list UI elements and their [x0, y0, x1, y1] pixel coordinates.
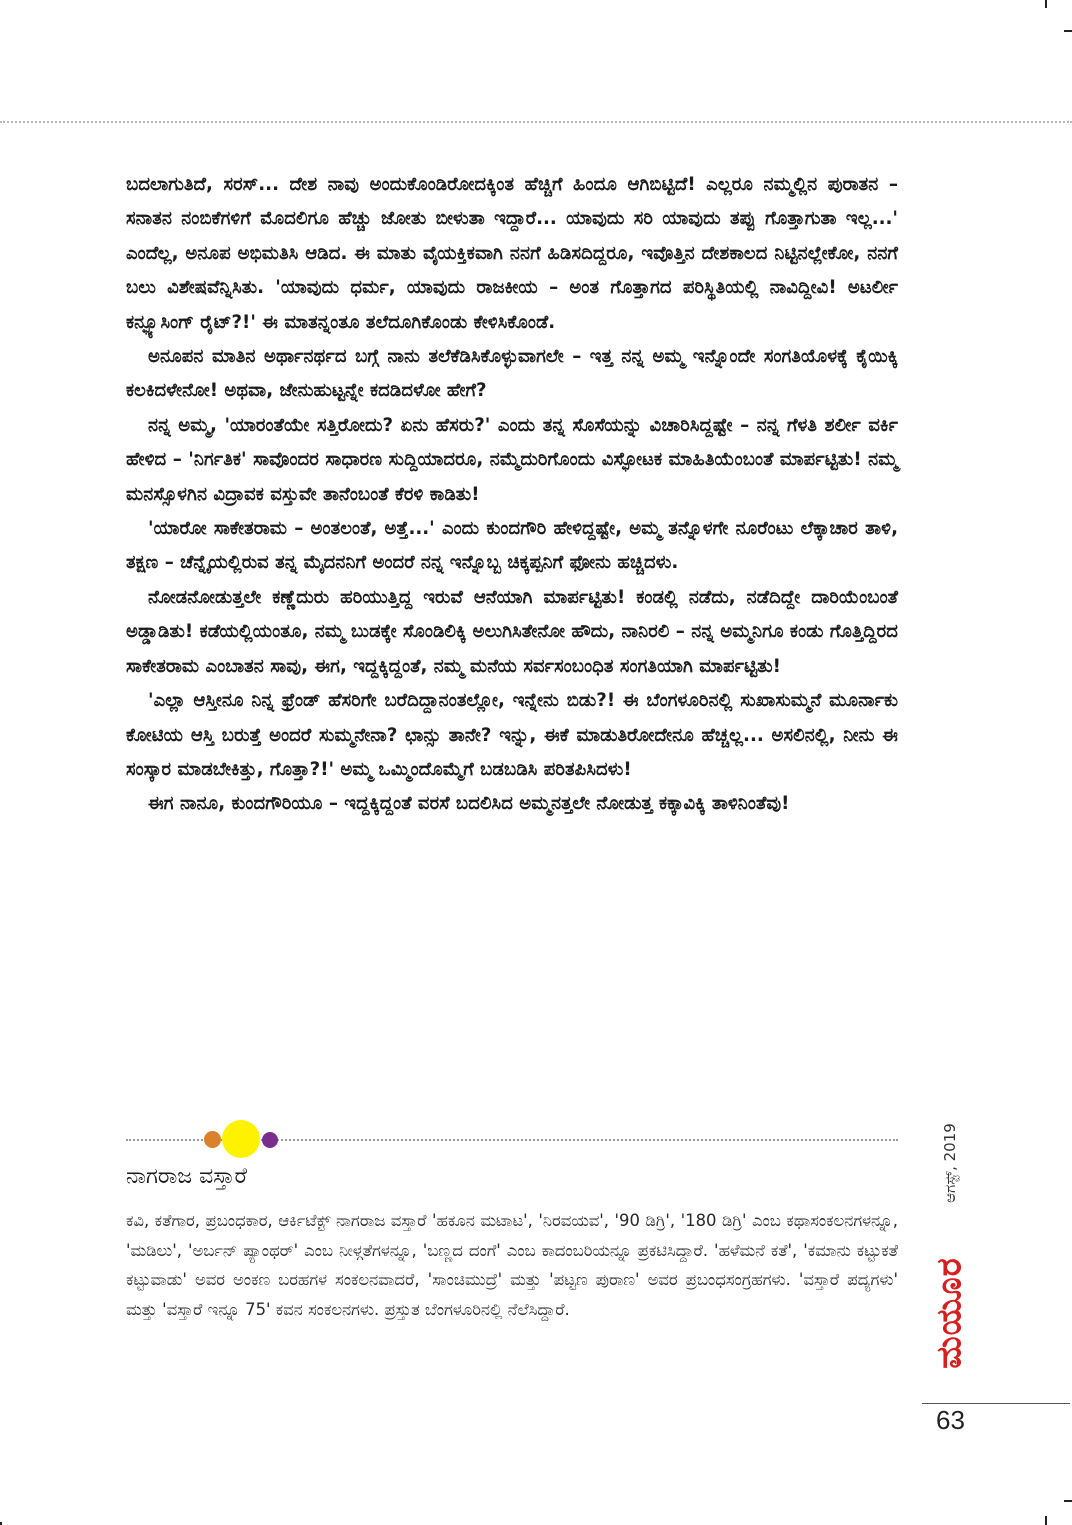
story-paragraph: ನೋಡನೋಡುತ್ತಲೇ ಕಣ್ಣೆದುರು ಹರಿಯುತ್ತಿದ್ದ ಇರುವೆ ಆನೆಯಾಗಿ ಮಾರ್ಪಟ್ಟಿತು! ಕಂಡಲ್ಲಿ ನಡೆದು, ನಡೆದಿದ್ದೇ ದಾರಿಯೆಂಬಂತೆ ಅಡ್ಡಾಡಿತು! ಕಡೆಯಲ್ಲಿಯಂತೂ, ನಮ್ಮ ಬುಡಕ್ಕೇ ಸೊಂಡಿಲಿಕ್ಕಿ ಅಲುಗಿಸಿತೇನೋ ಹೌದು, ನಾನಿರಲಿ – ನನ್ನ ಅಮ್ಮನಿಗೂ ಕಂಡು ಗೊತ್ತಿದ್ದಿರದ ಸಾಕೇತರಾಮ ಎಂಬಾತನ ಸಾವು, ಈಗ, ಇದ್ದಕ್ಕಿದ್ದಂತೆ, ನಮ್ಮ ಮನೆಯ ಸರ್ವಸಂಬಂಧಿತ ಸಂಗತಿಯಾಗಿ ಮಾರ್ಪಟ್ಟಿತು! — [126, 586, 898, 677]
story-text — [126, 168, 898, 822]
page-number-rule — [922, 1403, 1070, 1404]
page-number: 63 — [936, 1405, 965, 1435]
crop-mark-top — [1045, 0, 1047, 8]
top-dotted-rule — [0, 121, 1072, 123]
sidebar-masthead — [930, 1108, 970, 1398]
yellow-dot-ornament — [222, 1120, 260, 1158]
issue-date-text: ಆಗಸ್ಟ್, 2019 — [941, 1123, 960, 1203]
story-paragraph: ಬದಲಾಗುತಿದೆ, ಸರಸ್... ದೇಶ ನಾವು ಅಂದುಕೊಂಡಿರೋದಕ್ಕಿಂತ ಹೆಚ್ಚಿಗೆ ಹಿಂದೂ ಆಗಿಬಿಟ್ಟಿದೆ! ಎಲ್ಲರೂ ನಮ್ಮಲ್ಲಿನ ಪುರಾತನ – ಸನಾತನ ನಂಬಿಕೆಗಳಿಗೆ ಮೊದಲಿಗೂ ಹೆಚ್ಚು ಜೋತು ಬೀಳುತಾ ಇದ್ದಾರೆ... ಯಾವುದು ಸರಿ ಯಾವುದು ತಪ್ಪು ಗೊತ್ತಾಗುತಾ ಇಲ್ಲ...' ಎಂದೆಲ್ಲ, ಅನೂಪ ಅಭಿಮತಿಸಿ ಆಡಿದ. ಈ ಮಾತು ವೈಯಕ್ತಿಕವಾಗಿ ನನಗೆ ಹಿಡಿಸದಿದ್ದರೂ, ಇವೊತ್ತಿನ ದೇಶಕಾಲದ ನಿಟ್ಟಿನಲ್ಲೇಕೋ, ನನಗೆ ಬಲು ವಿಶೇಷವೆನ್ನಿಸಿತು. 'ಯಾವುದು ಧರ್ಮ, ಯಾವುದು ರಾಜಕೀಯ – ಅಂತ ಗೊತ್ತಾಗದ ಪರಿಸ್ಥಿತಿಯಲ್ಲಿ ನಾವಿದ್ದೀವಿ! ಅಟರ್ಲೀ ಕನ್ಫ್ಯೂಸಿಂಗ್ ರೈಟ್?!' ಈ ಮಾತನ್ನಂತೂ ತಲೆದೂಗಿಕೊಂಡು ಕೇಳಿಸಿಕೊಂಡೆ. — [126, 174, 898, 333]
orange-dot-ornament — [204, 1131, 221, 1148]
magazine-logo-text: ಮಯೂರ — [930, 1257, 970, 1369]
story-paragraph: ಅನೂಪನ ಮಾತಿನ ಅರ್ಥಾನರ್ಥದ ಬಗ್ಗೆ ನಾನು ತಲೆಕೆಡಿಸಿಕೊಳ್ಳುವಾಗಲೇ – ಇತ್ತ ನನ್ನ ಅಮ್ಮ ಇನ್ನೊಂದೇ ಸಂಗತಿಯೊಳಕ್ಕೆ ಕೈಯಿಕ್ಕಿ ಕಲಕಿದಳೇನೋ! ಅಥವಾ, ಜೇನುಹುಟ್ಟನ್ನೇ ಕದಡಿದಳೋ ಹೇಗೆ? — [126, 346, 898, 402]
magazine-logo — [930, 1233, 970, 1393]
story-paragraph: ಈಗ ನಾನೂ, ಕುಂದಗೌರಿಯೂ – ಇದ್ದಕ್ಕಿದ್ದಂತೆ ವರಸೆ ಬದಲಿಸಿದ ಅಮ್ಮನತ್ತಲೇ ನೋಡುತ್ತ ಕಕ್ಕಾವಿಕ್ಕಿ ತಾಳಿನಿಂತೆವು! — [148, 793, 790, 815]
crop-mark-right-bottom — [1064, 1500, 1072, 1502]
story-paragraph: 'ಎಲ್ಲಾ ಆಸ್ತೀನೂ ನಿನ್ನ ಫ್ರೆಂಡ್ ಹೆಸರಿಗೇ ಬರೆದಿದ್ದಾನಂತಲ್ಲೋ, ಇನ್ನೇನು ಬಿಡು?! ಈ ಬೆಂಗಳೂರಿನಲ್ಲಿ ಸುಖಾಸುಮ್ಮನೆ ಮೂರ್ನಾಕು ಕೋಟಿಯ ಆಸ್ತಿ ಬರುತ್ತೆ ಅಂದರೆ ಸುಮ್ಮನೇನಾ? ಛಾನ್ಸು ತಾನೇ? ಇನ್ನು, ಈಕೆ ಮಾಡುತಿರೋದೇನೂ ಹೆಚ್ಚಲ್ಲ... ಅಸಲಿನಲ್ಲಿ, ನೀನು ಈ ಸಂಸ್ಕಾರ ಮಾಡಬೇಕಿತ್ತು, ಗೊತ್ತಾ?!' ಅಮ್ಮ ಒಮ್ಮಿಂದೊಮ್ಮೆಗೆ ಬಡಬಡಿಸಿ ಪರಿತಪಿಸಿದಳು! — [126, 690, 898, 780]
author-name: ನಾಗರಾಜ ವಸ್ತಾರೆ — [126, 1164, 248, 1189]
issue-date — [930, 1108, 970, 1218]
author-bio: ಕವಿ, ಕತೆಗಾರ, ಪ್ರಬಂಧಕಾರ, ಆರ್ಕಿಟೆಕ್ಟ್ ನಾಗರಾಜ ವಸ್ತಾರೆ 'ಹಕೂನ ಮಟಾಟ', 'ನಿರವಯವ', '90 ಡಿಗ್ರಿ', '180 ಡಿಗ್ರಿ' ಎಂಬ ಕಥಾಸಂಕಲನಗಳನ್ನೂ, 'ಮಡಿಲು', 'ಅರ್ಬನ್ ಪ್ಯಾಂಥರ್' ಎಂಬ ನೀಳ್ಗತೆಗಳನ್ನೂ, 'ಬಣ್ಣದ ದಂಗೆ' ಎಂಬ ಕಾದಂಬರಿಯನ್ನೂ ಪ್ರಕಟಿಸಿದ್ದಾರೆ. 'ಹಳೆಮನೆ ಕತೆ', 'ಕಮಾನು ಕಟ್ಟುಕತೆ ಕಟ್ಟುವಾಡು' ಅವರ ಅಂಕಣ ಬರಹಗಳ ಸಂಕಲನವಾದರೆ, 'ಸಾಂಚಿಮುದ್ರೆ' ಮತ್ತು 'ಪಟ್ಟಣ ಪುರಾಣ' ಅವರ ಪ್ರಬಂಧಸಂಗ್ರಹಗಳು. 'ವಸ್ತಾರೆ ಪದ್ಯಗಳು' ಮತ್ತು 'ವಸ್ತಾರೆ ಇನ್ನೂ 75' ಕವನ ಸಂಕಲನಗಳು. ಪ್ರಸ್ತುತ ಬೆಂಗಳೂರಿನಲ್ಲಿ ನೆಲೆಸಿದ್ದಾರೆ. — [126, 1211, 898, 1319]
section-separator — [126, 1120, 898, 1160]
story-paragraph: ನನ್ನ ಅಮ್ಮ, 'ಯಾರಂತೆಯೇ ಸತ್ತಿರೋದು? ಏನು ಹೆಸರು?' ಎಂದು ತನ್ನ ಸೊಸೆಯನ್ನು ವಿಚಾರಿಸಿದ್ದಷ್ಟೇ – ನನ್ನ ಗೆಳತಿ ಶರ್ಲೀ ವರ್ಕಿ ಹೇಳಿದ – 'ನಿರ್ಗತಿಕ' ಸಾವೊಂದರ ಸಾಧಾರಣ ಸುದ್ದಿಯಾದರೂ, ನಮ್ಮೆದುರಿಗೊಂದು ವಿಸ್ಫೋಟಕ ಮಾಹಿತಿಯೆಂಬಂತೆ ಮಾರ್ಪಟ್ಟಿತು! ನಮ್ಮ ಮನಸ್ಸೊಳಗಿನ ವಿದ್ರಾವಕ ವಸ್ತುವೇ ತಾನೆಂಬಂತೆ ಕೆರಳಿ ಕಾಡಿತು! — [126, 414, 898, 505]
story-paragraph: 'ಯಾರೋ ಸಾಕೇತರಾಮ – ಅಂತಲಂತೆ, ಅತ್ತೆ...' ಎಂದು ಕುಂದಗೌರಿ ಹೇಳಿದ್ದಷ್ಟೇ, ಅಮ್ಮ ತನ್ನೊಳಗೇ ನೂರೆಂಟು ಲೆಕ್ಕಾಚಾರ ತಾಳಿ, ತಕ್ಷಣ – ಚೆನ್ನೈಯಲ್ಲಿರುವ ತನ್ನ ಮೈದನನಿಗೆ ಅಂದರೆ ನನ್ನ ಇನ್ನೊಬ್ಬ ಚಿಕ್ಕಪ್ಪನಿಗೆ ಫೋನು ಹಚ್ಚಿದಳು. — [126, 518, 898, 574]
crop-mark-bottom-right — [1045, 1516, 1047, 1525]
crop-mark-right-top — [1064, 30, 1072, 32]
purple-dot-ornament — [262, 1132, 278, 1148]
